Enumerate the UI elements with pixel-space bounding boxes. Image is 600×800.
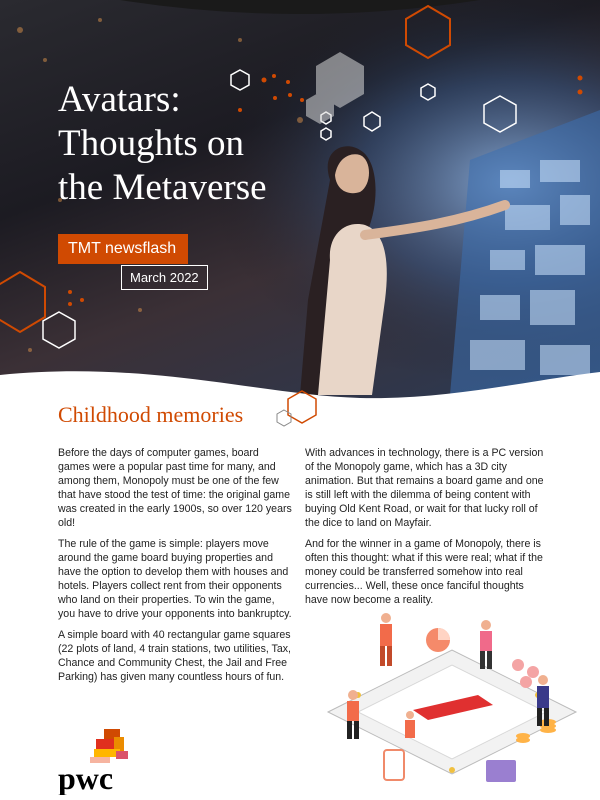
title-line: Thoughts on (58, 123, 245, 164)
date-label: March 2022 (121, 265, 208, 290)
body-column-right (305, 446, 545, 614)
page-title (58, 78, 267, 210)
section-hexagon-icon (272, 388, 322, 432)
title-line: the Metaverse (58, 167, 267, 208)
paragraph: Before the days of computer games, board games were a popular past time for many, and among them, Monopoly must be one of the few that have stood the test of time: the original game was created in the early 1900s, so over 120 years old! (58, 447, 292, 529)
paragraph: And for the winner in a game of Monopoly, there is often this thought: what if this were real; what if the money could be transferred somehow into real currencies... Well, these once fanciful thoughts have now become a reality. (305, 538, 543, 606)
paragraph: A simple board with 40 rectangular game squares (22 plots of land, 4 train stations, two utilities, Tax, Chance and Community Chest, the Jail and Free Parking) has given many countless hours of fun. (58, 629, 291, 683)
pwc-logo-mark (90, 729, 128, 763)
pwc-logo (56, 725, 146, 795)
section-title: Childhood memories (58, 402, 244, 427)
paragraph: With advances in technology, there is a PC version of the Monopoly game, which has a 3D city animation. But that remains a board game and one is still left with the dilemma of being content with buying Old Kent Road, or wait for that lucky roll of the dice to land on Mayfair. (305, 447, 544, 529)
pwc-logo-text: pwc (58, 760, 114, 795)
body-column-left (58, 446, 293, 691)
newsflash-badge: TMT newsflash (58, 234, 188, 264)
paragraph: The rule of the game is simple: players move around the game board buying properties and have the option to develop them with houses and hotels. Players collect rent from their opponents who land on their properties. To win the game, you have to drive your opponents into bankruptcy. (58, 538, 292, 620)
title-line: Avatars: (58, 79, 181, 120)
monopoly-illustration (318, 600, 586, 792)
